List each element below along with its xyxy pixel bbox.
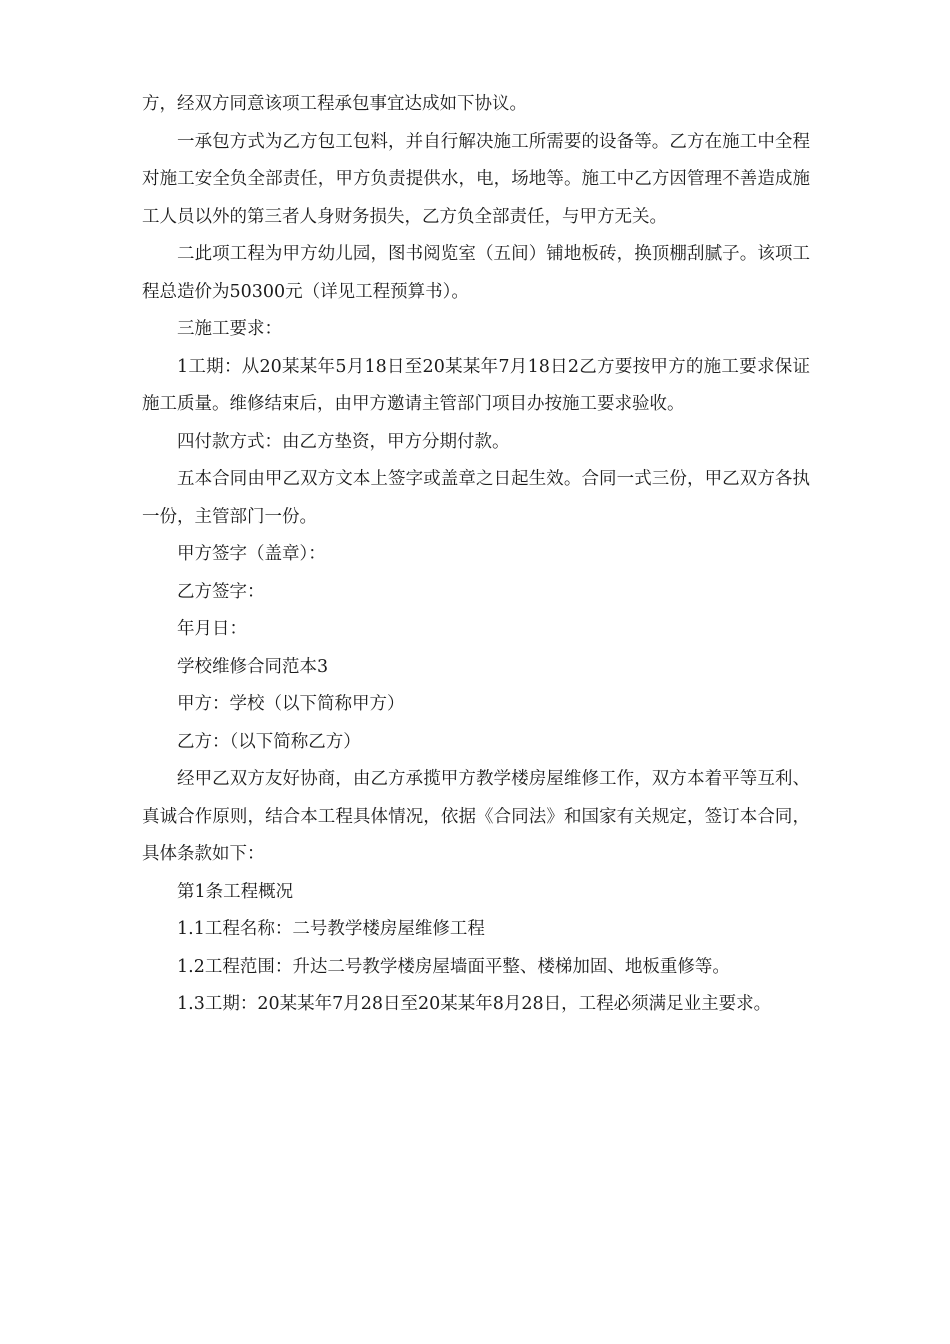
document-page	[142, 86, 810, 1024]
party-a-line: 甲方：学校（以下简称甲方）	[177, 694, 405, 714]
party-b-line: 乙方：（以下简称乙方）	[177, 731, 361, 752]
date-line: 年月日：	[177, 619, 247, 639]
paragraph-clause-5-effect: 五本合同由甲乙双方文本上签字或盖章之日起生效。合同一式三份，甲乙双方各执一份，主管部门一份。	[142, 469, 810, 527]
paragraph-schedule: 1工期：从20某某年5月18日至20某某年7月18日2乙方要按甲方的施工要求保证施工质量。维修结束后，由甲方邀请主管部门项目办按施工要求验收。	[142, 356, 810, 414]
paragraph-agreement-intro: 方，经双方同意该项工程承包事宜达成如下协议。	[142, 94, 527, 114]
article-1-heading: 第1条工程概况	[177, 881, 294, 902]
party-b-signature-line: 乙方签字：	[177, 581, 265, 602]
party-a-signature-line: 甲方签字（盖章）：	[177, 544, 326, 564]
paragraph-clause-4-payment: 四付款方式：由乙方垫资，甲方分期付款。	[177, 431, 510, 452]
paragraph-clause-1-contract-method: 一承包方式为乙方包工包料，并自行解决施工所需要的设备等。乙方在施工中全程对施工安全负全部责任，甲方负责提供水，电，场地等。施工中乙方因管理不善造成施工人员以外的第三者人身财务损失，乙方负全部责任，与甲方无关。	[142, 131, 810, 227]
paragraph-clause-2-project-scope: 二此项工程为甲方幼儿园，图书阅览室（五间）铺地板砖，换顶棚刮腻子。该项工程总造价为50300元（详见工程预算书）。	[142, 244, 810, 302]
article-1-2-project-range: 1.2工程范围：升达二号教学楼房屋墙面平整、楼梯加固、地板重修等。	[177, 956, 730, 977]
paragraph-clause-3-heading: 三施工要求：	[177, 319, 282, 339]
paragraph-preamble: 经甲乙双方友好协商，由乙方承揽甲方教学楼房屋维修工作，双方本着平等互利、真诚合作原则，结合本工程具体情况，依据《合同法》和国家有关规定，签订本合同，具体条款如下：	[142, 769, 810, 864]
article-1-3-duration: 1.3工期：20某某年7月28日至20某某年8月28日，工程必须满足业主要求。	[177, 994, 772, 1014]
article-1-1-project-name: 1.1工程名称：二号教学楼房屋维修工程	[177, 919, 485, 939]
section-title: 学校维修合同范本3	[177, 656, 329, 677]
